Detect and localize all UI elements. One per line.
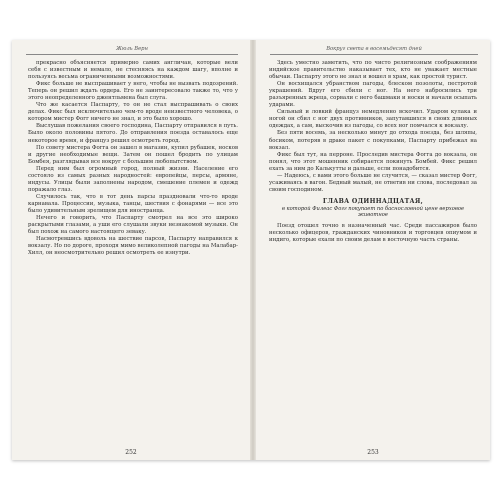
running-head-text: Вокруг света в восемьдесят дней xyxy=(326,46,422,52)
paragraph: Что же касается Паспарту, то он не стал выспрашивать о своих делах. Фикс был исключительно чем-то вроде неизвестного человека, о котором мистер Фогг ничего не знал, и это было хорошо. xyxy=(28,102,238,123)
paragraph: Перед ним был огромный город, полный жизни. Население его состояло из самых разных народностей: европейцы, персы, армяне, индусы. Улицы были заполнены народом, смешение племен и одежд поражало глаз. xyxy=(28,165,238,193)
running-head-left xyxy=(26,46,238,55)
paragraph: Сильный и ловкий француз немедленно вскочил. Ударом кулака и ногой он сбил с ног двух противников, запутавшихся в своих длинных одеждах, а сам, выскочив из пагоды, со всех ног помчался к вокзалу. xyxy=(269,109,477,130)
page-number-left: 252 xyxy=(125,449,137,456)
paragraph: Насмотревшись вдоволь на шествие парсов, Паспарту направился к вокзалу. Но по дороге, проходя мимо великолепной пагоды на Малабар-Хилл, он неосмотрительно решил осмотреть ее изнутри. xyxy=(28,236,238,257)
paragraph: прекрасно объясняется примерно самих англичан, которые вели себя с известным и немало, не стесняясь на каждом шагу, вполне и пользуясь весьма ограниченными возможностями. xyxy=(28,60,238,81)
paragraph: Поезд отошел точно в назначенный час. Среди пассажиров было несколько офицеров, гражданских чиновников и торговцев опиумом и индиго, которые ехали по своим делам в восточную часть страны. xyxy=(269,222,477,243)
running-head-right xyxy=(270,46,478,55)
paragraph: Выслушав пожелания своего господина, Паспарту отправился в путь. Было около половины пятого. До отправления поезда оставалось еще некоторое время, и француз решил осмотреть город. xyxy=(28,123,238,144)
running-head-text: Жюль Верн xyxy=(116,46,148,52)
left-page xyxy=(12,40,250,460)
paragraph: — Надеюсь, с вами этого больше не случится, — сказал мистер Фогг, усаживаясь в вагон. Бедный малый, не ответив ни слова, последовал за своим господином. xyxy=(269,172,477,193)
chapter-title: ГЛАВА ОДИННАДЦАТАЯ, xyxy=(322,197,424,205)
paragraph: Случилось так, что в тот день парсы праздновали что-то вроде карнавала. Процессии, музыка, танцы, шествия с фонарями — все это было удивительным зрелищем для иностранца. xyxy=(28,193,238,214)
paragraph: Без пяти восемь, за несколько минут до отхода поезда, без шляпы, босиком, потеряв в драке пакет с покупками, Паспарту прибежал на вокзал. xyxy=(269,130,477,151)
paragraph: По совету мистера Фогга он зашел в магазин, купил рубашек, носков и другие необходимые вещи. Затем он пошел бродить по улицам Бомбея, разглядывая все вокруг с большим любопытством. xyxy=(28,144,238,165)
left-text-block xyxy=(28,60,238,257)
paragraph: Здесь уместно заметить, что по чисто религиозным соображениям индийское правительство наказывает тех, кто не уважает местные обычаи. Паспарту этого не знал и вошел в храм, как простой турист. xyxy=(269,60,477,81)
chapter-heading xyxy=(269,198,477,219)
book-spread xyxy=(12,40,490,460)
paragraph: Фикс был тут, на перроне. Проследив мистера Фогга до вокзала, он понял, что этот мошенник собирается покинуть Бомбей. Фикс решил ехать за ним до Калькутты и дальше, если понадобится. xyxy=(269,151,477,172)
right-page xyxy=(256,40,490,460)
chapter-subtitle: в которой Филеас Фогг покупает по баснословной цене верховое животное xyxy=(281,205,465,219)
right-text-block xyxy=(269,60,477,244)
page-number-right: 253 xyxy=(367,449,379,456)
paragraph: Фикс больше не выспрашивает у него, чтобы не вызвать подозрений. Теперь он решил ждать ордера. Его не заинтересовало также то, что у этого неопределенного джентльмена был слуга. xyxy=(28,81,238,102)
paragraph: Он восхищался убранством пагоды, блеском позолоты, пестротой украшений. Вдруг его сбили с ног. На него набросились три разъяренных жреца, сорвали с него башмаки и носки и начали осыпать ударами. xyxy=(269,81,477,109)
paragraph: Нечего и говорить, что Паспарту смотрел на все это широко раскрытыми глазами, а уши его слушали звуки незнакомой музыки. Он был похож на самого настоящего зеваку. xyxy=(28,215,238,236)
